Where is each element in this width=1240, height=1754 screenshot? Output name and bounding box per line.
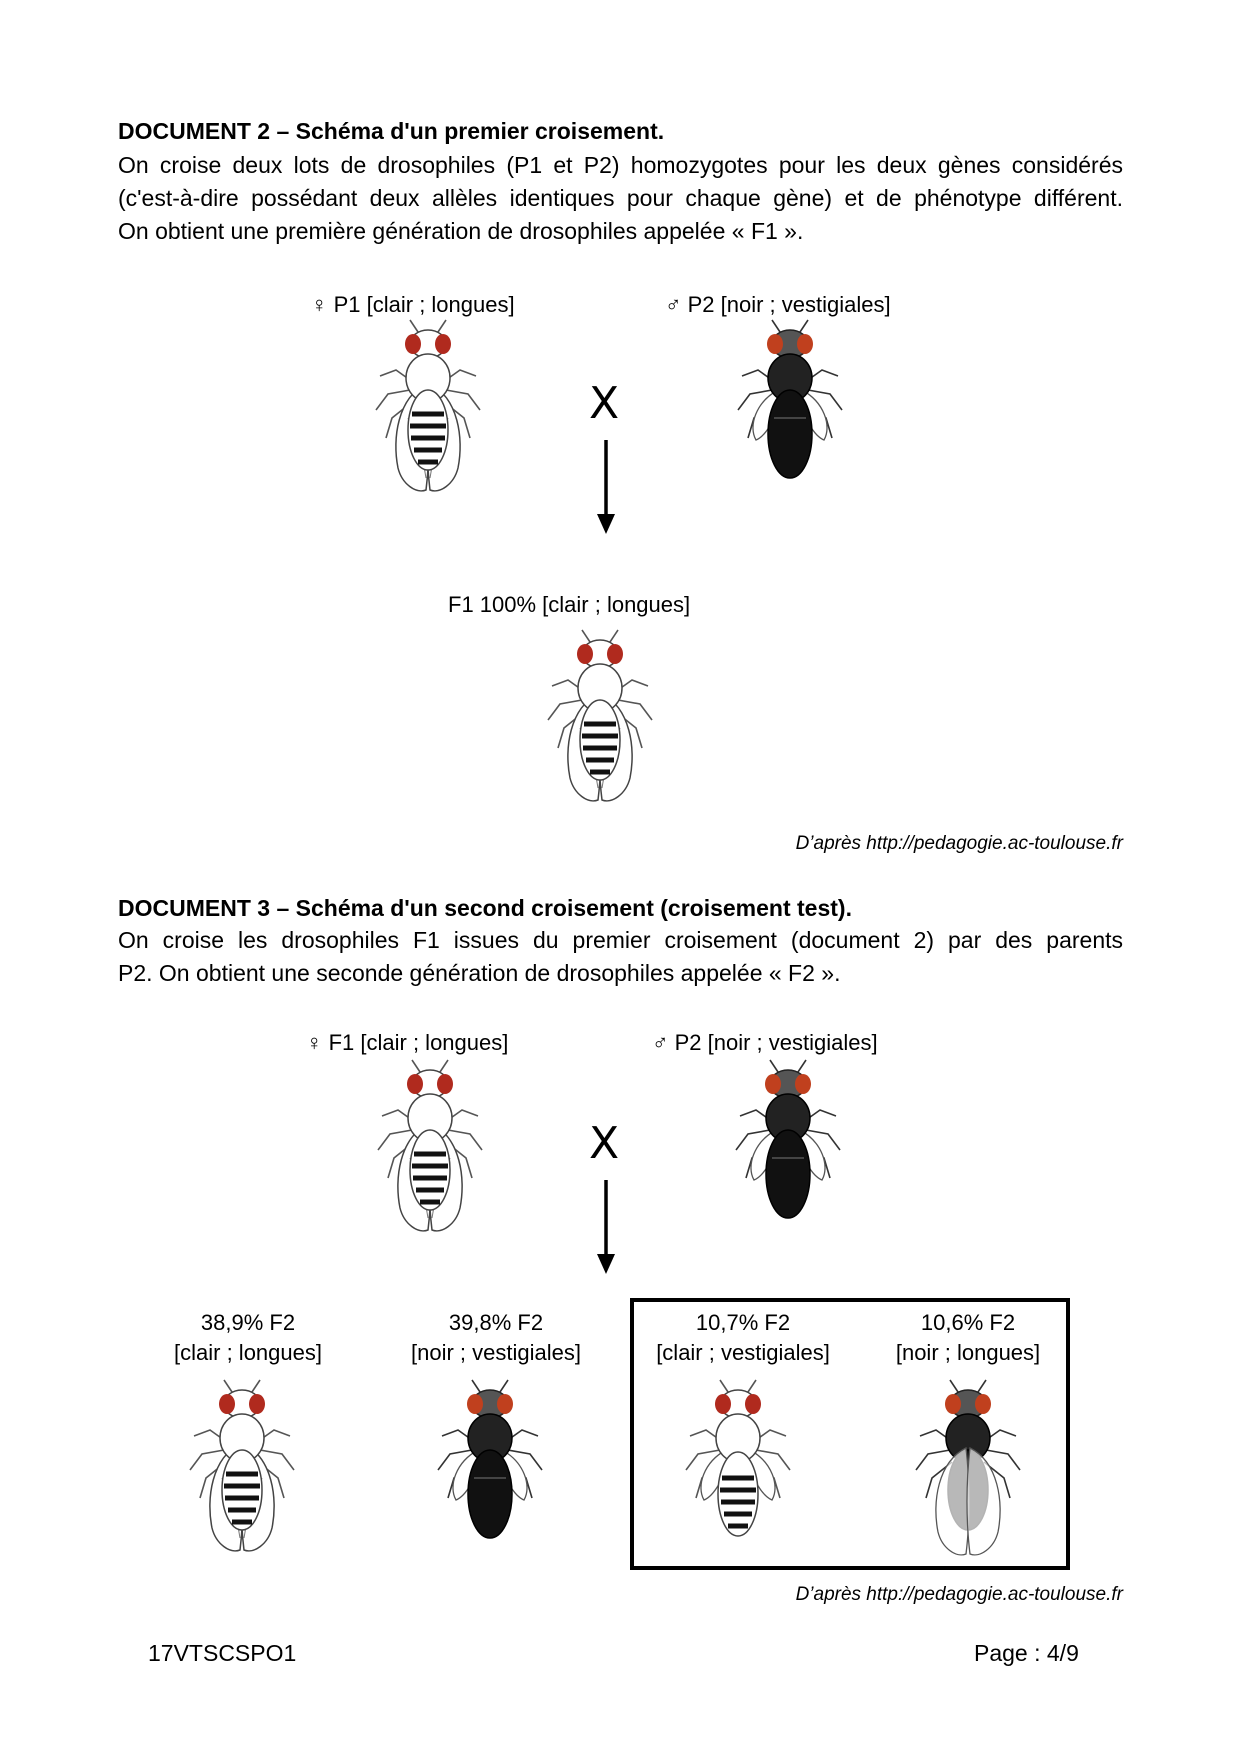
doc2-line-1: On croise deux lots de drosophiles (P1 et P2) homozygotes pour les deux gènes considérés <box>118 152 1123 178</box>
doc2-cross-symbol: X <box>589 378 620 429</box>
footer-code: 17VTSCSPO1 <box>148 1640 297 1666</box>
doc3-f1-label: ♀ F1 [clair ; longues] <box>306 1030 509 1055</box>
f2-phenotype-4: [noir ; longues] <box>895 1340 1041 1365</box>
doc2-f1-fly-image <box>530 628 670 810</box>
doc2-line-3: On obtient une première génération de drosophiles appelée « F1 ». <box>118 218 804 244</box>
doc2-f1-label: F1 100% [clair ; longues] <box>448 592 691 617</box>
doc2-paragraph <box>118 149 1123 248</box>
doc2-p1-label: ♀ P1 [clair ; longues] <box>311 292 515 317</box>
doc3-title: DOCUMENT 3 – Schéma d'un second croisement (croisement test). <box>118 895 852 921</box>
doc3-p2-label: ♂ P2 [noir ; vestigiales] <box>652 1030 878 1055</box>
doc2-source: D’après http://pedagogie.ac-toulouse.fr <box>795 833 1123 854</box>
f2-phenotype-1: [clair ; longues] <box>174 1340 322 1365</box>
f2-group-4 <box>868 1310 1068 1366</box>
doc2-p1-fly-image <box>358 318 498 500</box>
f2-fly-image-1 <box>172 1378 312 1560</box>
doc3-line-1: On croise les drosophiles F1 issues du premier croisement (document 2) par des parents <box>118 927 1123 953</box>
doc3-source: D’après http://pedagogie.ac-toulouse.fr <box>795 1584 1123 1605</box>
doc3-line-2: P2. On obtient une seconde génération de drosophiles appelée « F2 ». <box>118 960 841 986</box>
f2-percent-3: 10,7% F2 <box>695 1310 791 1335</box>
doc2-p2-label: ♂ P2 [noir ; vestigiales] <box>665 292 891 317</box>
footer-page-number: Page : 4/9 <box>974 1640 1079 1666</box>
doc2-down-arrow <box>594 440 618 535</box>
f2-phenotype-3: [clair ; vestigiales] <box>656 1340 830 1365</box>
doc2-title: DOCUMENT 2 – Schéma d'un premier croisement. <box>118 118 665 144</box>
doc2-line-2: (c'est-à-dire possédant deux allèles identiques pour chaque gène) et de phénotype différent. <box>118 185 1123 211</box>
f2-phenotype-2: [noir ; vestigiales] <box>411 1340 581 1365</box>
doc3-cross-symbol: X <box>589 1118 620 1169</box>
doc3-down-arrow <box>594 1180 618 1275</box>
doc3-paragraph <box>118 924 1123 990</box>
doc3-p2-fly-image <box>718 1058 858 1240</box>
f2-percent-1: 38,9% F2 <box>200 1310 296 1335</box>
f2-group-1 <box>148 1310 348 1366</box>
f2-group-2 <box>396 1310 596 1366</box>
f2-fly-image-3 <box>668 1378 808 1560</box>
f2-fly-image-2 <box>420 1378 560 1560</box>
f2-percent-2: 39,8% F2 <box>448 1310 544 1335</box>
f2-fly-image-4 <box>898 1378 1038 1560</box>
f2-percent-4: 10,6% F2 <box>920 1310 1016 1335</box>
doc3-f1-fly-image <box>360 1058 500 1240</box>
doc2-p2-fly-image <box>720 318 860 500</box>
f2-group-3 <box>643 1310 843 1366</box>
